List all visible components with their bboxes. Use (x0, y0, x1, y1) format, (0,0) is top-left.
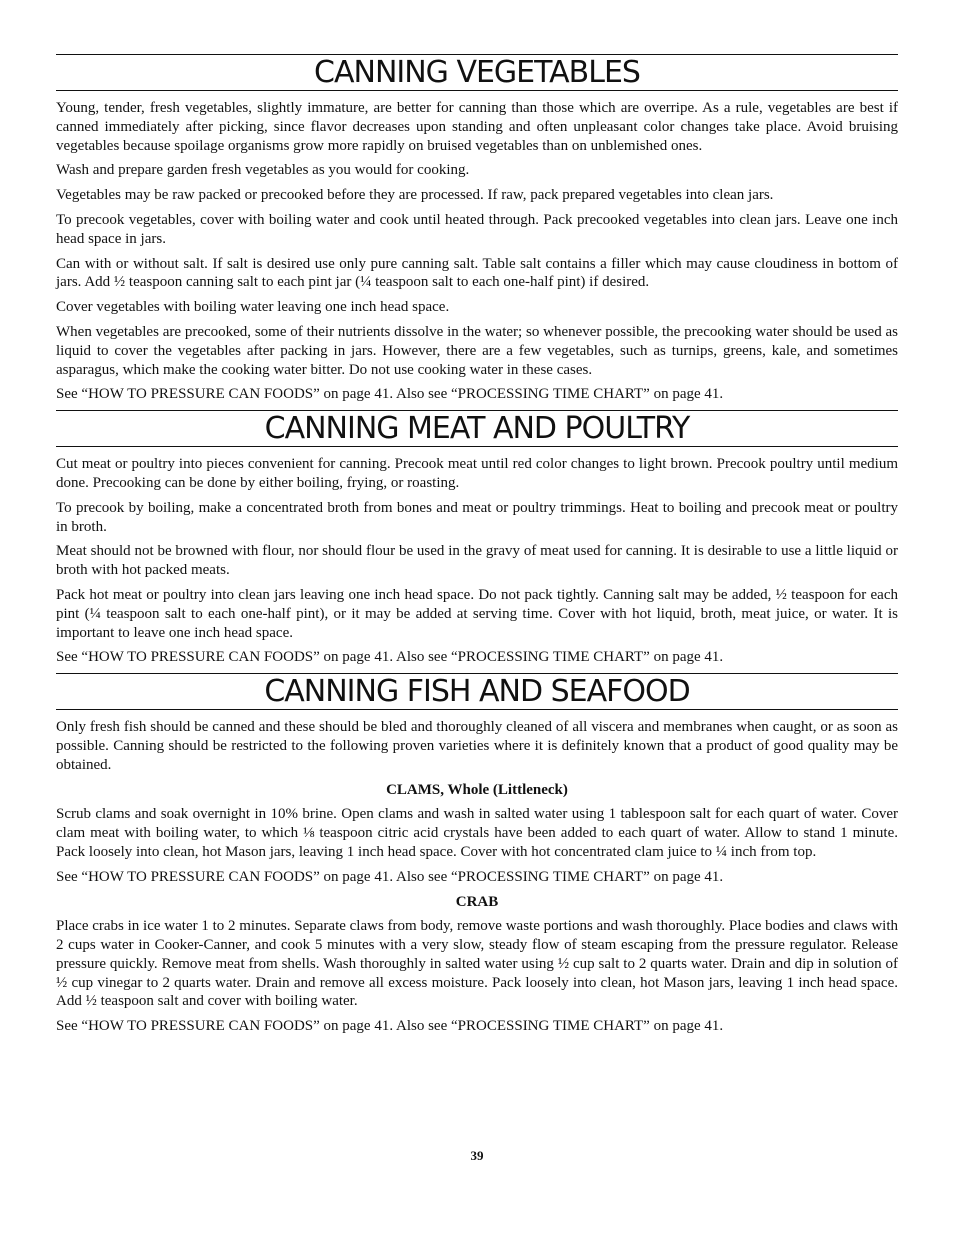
crab-paragraph: Place crabs in ice water 1 to 2 minutes. Separate claws from body, remove waste portions and wash thoroughly. Place bodies and claws with 2 cups water in Cooker-Canner, and cook 5 minutes with a very slow, steady flow of steam escaping from the pressure regulator. Release pressure quickly. Remove meat from shells. Wash thoroughly in salted water using ½ cup salt to 2 quarts water. Drain and dip in solution of ½ cup vinegar to 2 quarts water. Drain and remove all excess moisture. Pack loosely into clean, hot Mason jars, leaving 1 inch head space. Add ½ teaspoon salt and cover with boiling water. (56, 918, 898, 1010)
clams-see-also: See “HOW TO PRESSURE CAN FOODS” on page 41. Also see “PROCESSING TIME CHART” on page 41. (56, 868, 724, 885)
meat-paragraph: Cut meat or poultry into pieces convenient for canning. Precook meat until red color changes to light brown. Precook poultry until medium done. Precooking can be done by either boiling, frying, or roasting. (56, 456, 898, 491)
crab-subheading: CRAB (455, 893, 499, 910)
heading-canning-meat-poultry: CANNING MEAT AND POULTRY (56, 410, 898, 447)
meat-paragraph: Pack hot meat or poultry into clean jars leaving one inch head space. Do not pack tightly. Canning salt may be added, ½ teaspoon for each pint (¼ teaspoon salt to each one-half pint), or it may be added at serving time. Cover with hot liquid, broth, meat juice, or water. It is important to leave one inch head space. (56, 586, 898, 641)
vegetables-paragraph: Young, tender, fresh vegetables, slightly immature, are better for canning than those which are overripe. As a rule, vegetables are best if canned immediately after picking, since flavor decreases upon standing and often unpleasant color changes take place. Avoid bruising vegetables because spoilage organisms grow more rapidly on bruised vegetables than on unblemished ones. (56, 100, 898, 154)
page-number: 39 (470, 1148, 484, 1163)
page-content (56, 54, 898, 1042)
vegetables-paragraph: To precook vegetables, cover with boiling water and cook until heated through. Pack precooked vegetables into clean jars. Leave one inch head space in jars. (56, 211, 898, 247)
meat-see-also: See “HOW TO PRESSURE CAN FOODS” on page 41. Also see “PROCESSING TIME CHART” on page 41. (56, 649, 724, 666)
vegetables-see-also: See “HOW TO PRESSURE CAN FOODS” on page 41. Also see “PROCESSING TIME CHART” on page 41. (56, 386, 724, 403)
meat-paragraph: Meat should not be browned with flour, nor should flour be used in the gravy of meat used for canning. It is desirable to use a little liquid or broth with hot packed meats. (56, 543, 898, 579)
fish-intro: Only fresh fish should be canned and these should be bled and thoroughly cleaned of all viscera and membranes when caught, or as soon as possible. Canning should be restricted to the following proven varieties where it is definitely known that a product of good quality may be obtained. (56, 719, 898, 773)
meat-paragraph: To precook by boiling, make a concentrated broth from bones and meat or poultry trimmings. Heat to boiling and precook meat or poultry in broth. (56, 499, 898, 535)
vegetables-paragraph: Cover vegetables with boiling water leaving one inch head space. (56, 299, 450, 316)
vegetables-paragraph: Wash and prepare garden fresh vegetables as you would for cooking. (56, 162, 470, 179)
heading-canning-fish-seafood: CANNING FISH AND SEAFOOD (56, 673, 898, 710)
vegetables-paragraph: Vegetables may be raw packed or precooked before they are processed. If raw, pack prepared vegetables into clean jars. (56, 187, 774, 204)
vegetables-paragraph: When vegetables are precooked, some of their nutrients dissolve in the water; so whenever possible, the precooking water should be used as liquid to cover the vegetables after packing in jars. However, there are a few vegetables, such as turnips, greens, kale, and sometimes asparagus, which make the cooking water bitter. Do not use cooking water in these cases. (56, 323, 898, 378)
heading-canning-vegetables: CANNING VEGETABLES (56, 54, 898, 91)
crab-see-also: See “HOW TO PRESSURE CAN FOODS” on page 41. Also see “PROCESSING TIME CHART” on page 41. (56, 1018, 724, 1035)
vegetables-paragraph: Can with or without salt. If salt is desired use only pure canning salt. Table salt contains a filler which may cause cloudiness in bottom of jars. Add ½ teaspoon canning salt to each pint jar (¼ teaspoon salt to each one-half pint) if desired. (56, 255, 898, 291)
clams-paragraph: Scrub clams and soak overnight in 10% brine. Open clams and wash in salted water using 1 tablespoon salt for each quart of water. Cover clam meat with boiling water, to which ⅛ teaspoon citric acid crystals have been added to each quart of water. Allow to stand 1 minute. Pack loosely into clean, hot Mason jars, leaving 1 inch head space. Cover with hot concentrated clam juice to ¼ inch from top. (56, 806, 898, 860)
clams-subheading: CLAMS, Whole (Littleneck) (386, 781, 568, 798)
